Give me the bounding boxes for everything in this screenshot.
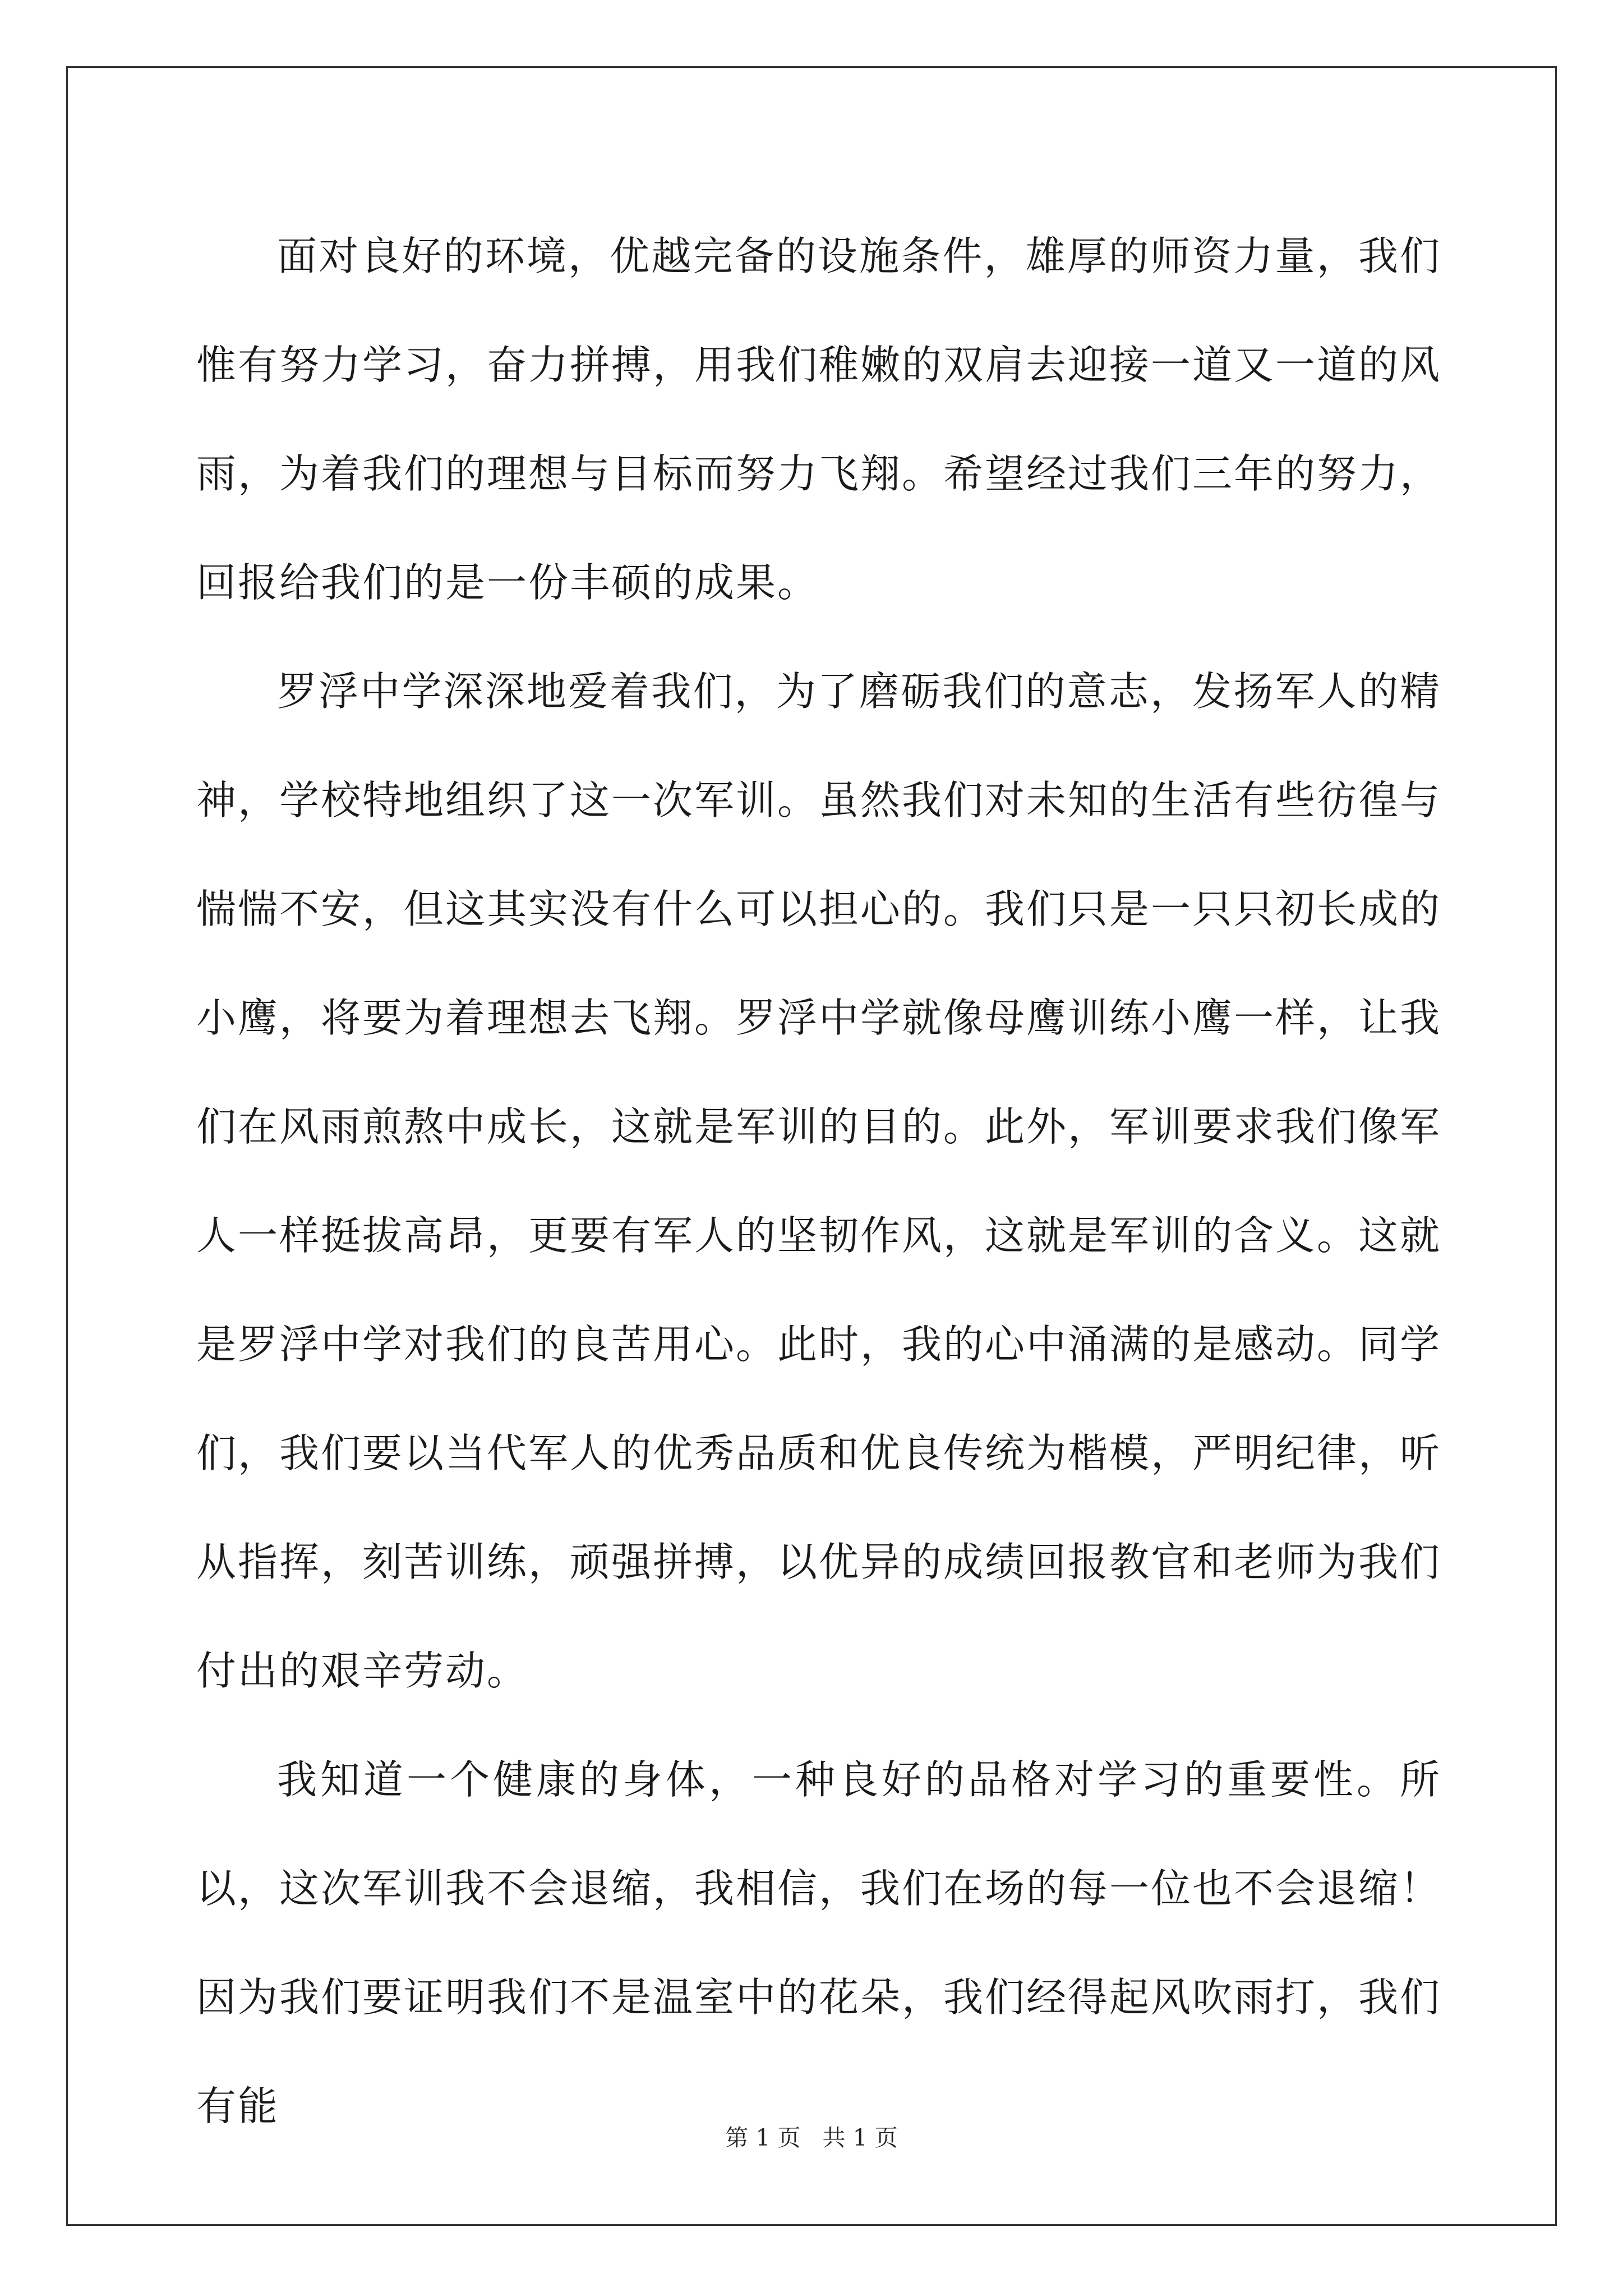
paragraph-2: 罗浮中学深深地爱着我们，为了磨砺我们的意志，发扬军人的精神，学校特地组织了这一次军训。虽然我们对未知的生活有些彷徨与惴惴不安，但这其实没有什么可以担心的。我们只是一只只初长成的小鹰，将要为着理想去飞翔。罗浮中学就像母鹰训练小鹰一样，让我们在风雨煎熬中成长，这就是军训的目的。此外，军训要求我们像军人一样挺拔高昂，更要有军人的坚韧作风，这就是军训的含义。这就是罗浮中学对我们的良苦用心。此时，我的心中涌满的是感动。同学们，我们要以当代军人的优秀品质和优良传统为楷模，严明纪律，听从指挥，刻苦训练，顽强拼搏，以优异的成绩回报教官和老师为我们付出的艰辛劳动。 [196, 668, 1442, 1694]
paragraph-3: 我知道一个健康的身体，一种良好的品格对学习的重要性。所以，这次军训我不会退缩，我相信，我们在场的每一位也不会退缩！因为我们要证明我们不是温室中的花朵，我们经得起风吹雨打，我们有能 [196, 1756, 1442, 2129]
paragraph-1: 面对良好的环境，优越完备的设施条件，雄厚的师资力量，我们惟有努力学习，奋力拼搏，用我们稚嫩的双肩去迎接一道又一道的风雨，为着我们的理想与目标而努力飞翔。希望经过我们三年的努力，回报给我们的是一份丰硕的成果。 [196, 233, 1442, 606]
page-number-footer: 第 1 页 共 1 页 [725, 2124, 898, 2151]
document-body [196, 202, 1441, 2161]
